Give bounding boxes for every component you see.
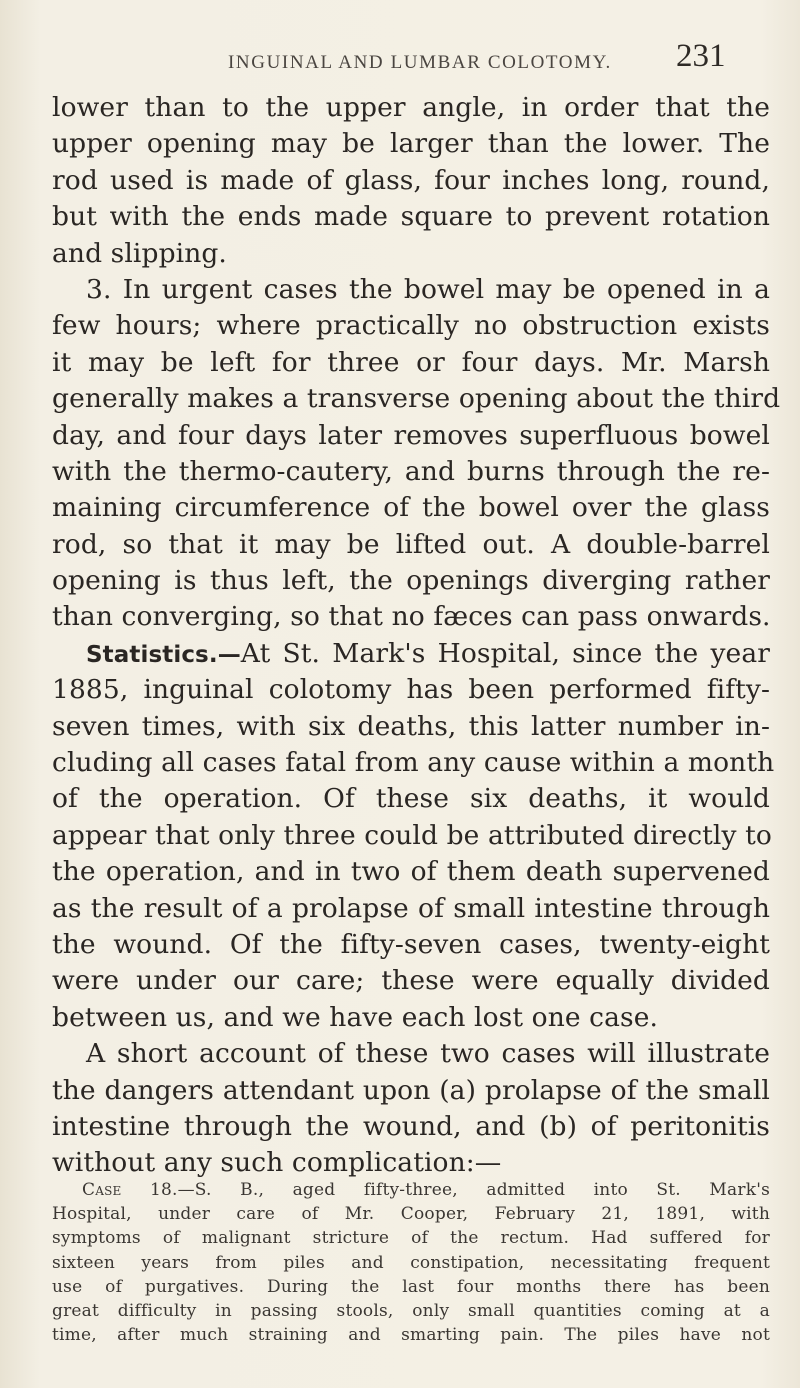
- case-line: sixteen years from piles and constipation, necessitating frequent: [52, 1252, 770, 1273]
- case-line: great difficulty in passing stools, only small quantities coming at a: [52, 1300, 770, 1321]
- text-line: it may be left for three or four days. Mr. Marsh: [52, 346, 770, 378]
- text-line: the operation, and in two of them death supervened: [52, 856, 770, 888]
- text-line: without any such complication:—: [52, 1147, 502, 1179]
- text-line: rod, so that it may be lifted out. A double-barrel: [52, 528, 770, 560]
- text-line: of the operation. Of these six deaths, it would: [52, 783, 770, 815]
- text-line: seven times, with six deaths, this latter number in-: [52, 710, 770, 742]
- text-line: but with the ends made square to prevent rotation: [52, 201, 770, 233]
- text-line: than converging, so that no fæces can pass onwards.: [52, 601, 771, 633]
- text-line: day, and four days later removes superfluous bowel: [52, 419, 770, 451]
- text-line: opening is thus left, the openings diverging rather: [52, 565, 770, 597]
- text-line: the wound. Of the fifty-seven cases, twenty-eight: [52, 928, 770, 960]
- main-text: [52, 90, 781, 1182]
- case-line: time, after much straining and smarting pain. The piles have not: [52, 1325, 770, 1346]
- text-line: as the result of a prolapse of small intestine through: [52, 892, 770, 924]
- text-line: between us, and we have each lost one case.: [52, 1001, 659, 1033]
- text-line: were under our care; these were equally divided: [52, 965, 770, 997]
- text-line: few hours; where practically no obstruction exists: [52, 310, 770, 342]
- text-line: lower than to the upper angle, in order that the: [52, 92, 770, 123]
- text-line: rod used is made of glass, four inches long, round,: [52, 164, 770, 196]
- case-label: Case: [82, 1180, 122, 1200]
- text-line: cluding all cases fatal from any cause within a month: [52, 747, 775, 779]
- text-line: generally makes a transverse opening about the third: [52, 383, 781, 415]
- page-number: 231: [676, 38, 726, 74]
- case-line-text: 18.—S. B., aged fifty-three, admitted into St. Mark's: [121, 1180, 770, 1200]
- case-line: symptoms of malignant stricture of the rectum. Had suffered for: [52, 1228, 770, 1249]
- text-line: 1885, inguinal colotomy has been performed fifty-: [52, 674, 770, 706]
- case-line: Hospital, under care of Mr. Cooper, February 21, 1891, with: [52, 1204, 770, 1225]
- text-line: and slipping.: [52, 237, 227, 269]
- text-line: the dangers attendant upon (a) prolapse of the small: [52, 1074, 770, 1106]
- text-line: with the thermo-cautery, and burns through the re-: [52, 455, 770, 487]
- text-line: A short account of these two cases will illustrate: [86, 1038, 770, 1070]
- statistics-heading: Statistics.—: [86, 641, 241, 668]
- text-line: 3. In urgent cases the bowel may be opened in a: [86, 273, 770, 305]
- case-line: [52, 1178, 770, 1202]
- case-line: use of purgatives. During the last four months there has been: [52, 1276, 770, 1297]
- page-header: [0, 38, 800, 88]
- text-line: maining circumference of the bowel over the glass: [52, 492, 770, 524]
- statistics-line: [52, 636, 770, 672]
- text-line: intestine through the wound, and (b) of peritonitis: [52, 1110, 770, 1142]
- case-report: [52, 1178, 770, 1347]
- running-head: INGUINAL AND LUMBAR COLOTOMY.: [228, 52, 612, 73]
- statistics-text: At St. Mark's Hospital, since the year: [240, 637, 770, 669]
- text-line: appear that only three could be attributed directly to: [52, 819, 772, 851]
- text-line: upper opening may be larger than the lower. The: [52, 128, 770, 160]
